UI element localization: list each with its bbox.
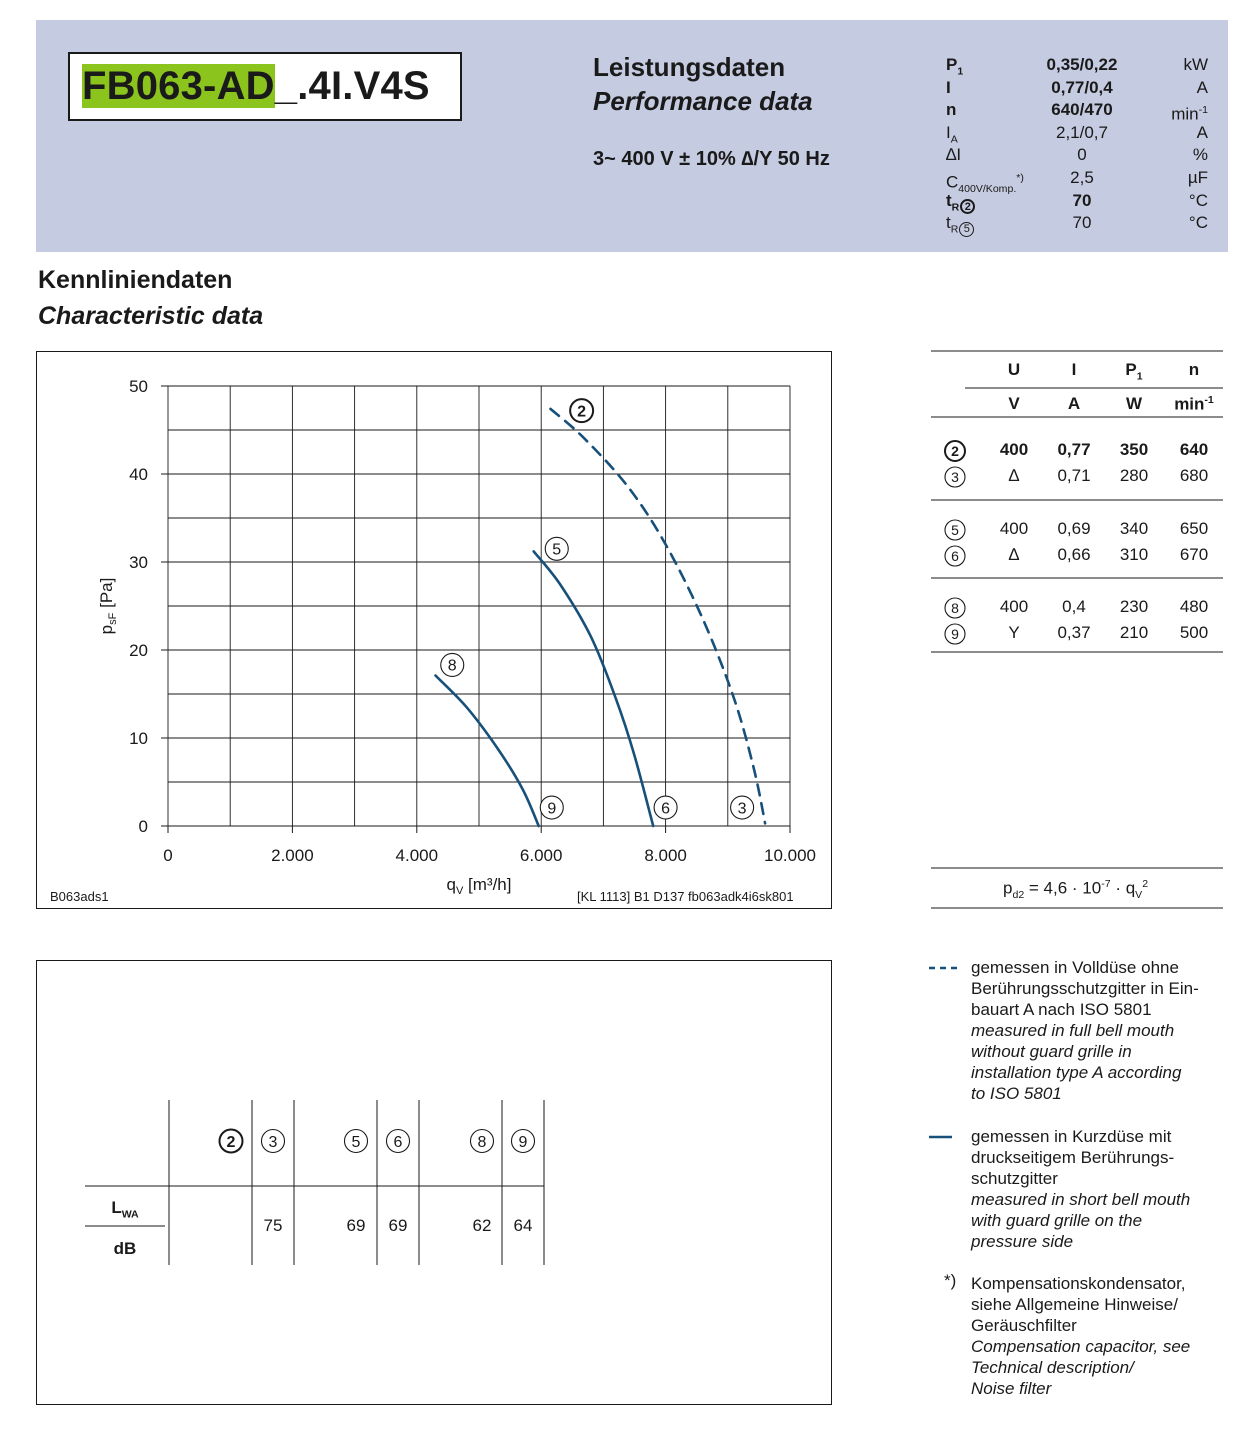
noise-row-label-main: L <box>111 1198 122 1217</box>
spec-value: 0,35/0,22 <box>1046 55 1118 74</box>
noise-value: 69 <box>388 1216 408 1235</box>
x-tick-label: 4.000 <box>395 846 439 865</box>
table-header-text: P <box>1125 360 1137 379</box>
spec-unit-main: °C <box>1188 190 1208 210</box>
table-point-9-text: 9 <box>951 626 959 643</box>
spec-symbol-sub: R <box>951 200 960 213</box>
spec-value: 2,5 <box>1070 168 1094 187</box>
noise-value: 69 <box>346 1216 366 1235</box>
x-tick-label: 2.000 <box>271 846 314 865</box>
table-cell: 280 <box>1119 466 1149 485</box>
noise-row-label-sub: WA <box>121 1208 139 1221</box>
spec-unit-main: % <box>1192 145 1208 165</box>
noise-value: 75 <box>263 1216 283 1235</box>
spec-symbol-main: I <box>946 77 951 97</box>
table-unit-text: V <box>1008 394 1020 413</box>
table-header-text: n <box>1188 360 1200 379</box>
noise-point-3-text: 3 <box>268 1133 278 1151</box>
section-title-en: Characteristic data <box>38 302 264 330</box>
section-title-de: Kennliniendaten <box>38 266 233 294</box>
spec-unit-main: µF <box>1187 168 1208 187</box>
legend-text-block <box>971 1126 1190 1252</box>
spec-unit-main: min <box>1171 104 1199 124</box>
legend-text-de: druckseitigem Berührungs- <box>971 1148 1175 1167</box>
spec-circle-marker: 2 <box>960 199 975 214</box>
y-tick-label: 50 <box>129 377 148 396</box>
x-axis-label-main: q <box>446 875 456 894</box>
formula-eq: = 4,6 · 10 <box>1024 878 1102 898</box>
table-cell: 350 <box>1119 440 1149 459</box>
model-prefix: FB063-AD <box>82 64 275 108</box>
spec-circle-marker: 5 <box>959 222 974 237</box>
legend-text-de: siehe Allgemeine Hinweise/ <box>971 1295 1178 1314</box>
spec-symbol-sub: R <box>950 223 959 236</box>
legend-note-marker: *) <box>944 1271 957 1290</box>
legend-text-en: Noise filter <box>971 1379 1052 1398</box>
table-header-text: I <box>1071 360 1077 379</box>
x-tick-label: 8.000 <box>644 846 687 865</box>
table-point-6-text: 6 <box>951 548 959 565</box>
table-header-text: U <box>1007 360 1021 379</box>
legend-text-block <box>971 957 1199 1104</box>
legend-text-en: measured in short bell mouth <box>971 1190 1191 1209</box>
perf-voltage: 3~ 400 V ± 10% ∆/Y 50 Hz <box>593 148 830 170</box>
spec-unit-main: °C <box>1188 213 1208 233</box>
table-cell: 340 <box>1119 519 1149 538</box>
spec-symbol-sub: A <box>950 133 958 146</box>
y-axis-label-unit: [Pa] <box>97 577 116 613</box>
table-cell: 0,77 <box>1057 440 1091 459</box>
y-tick-label: 30 <box>129 553 148 572</box>
noise-point-6-text: 6 <box>393 1133 403 1151</box>
legend-text-de: gemessen in Kurzdüse mit <box>971 1127 1172 1146</box>
spec-symbol-main: P <box>946 55 958 74</box>
x-axis-label-unit: [m³/h] <box>463 875 512 894</box>
legend-text-en: pressure side <box>971 1232 1074 1251</box>
table-header-sub: 1 <box>1136 370 1143 383</box>
spec-symbol-main: I <box>946 122 951 142</box>
table-cell: 400 <box>999 597 1029 616</box>
y-tick-label: 10 <box>129 729 148 748</box>
table-cell: 500 <box>1179 623 1209 642</box>
noise-point-8-text: 8 <box>477 1133 487 1151</box>
spec-value: 640/470 <box>1051 100 1113 120</box>
table-unit-text: A <box>1067 394 1081 413</box>
point-label-9-text: 9 <box>547 800 557 818</box>
perf-title-en: Performance data <box>593 86 813 116</box>
table-point-2-text: 2 <box>951 443 959 460</box>
legend-text-block <box>971 1273 1190 1399</box>
legend-text-de: Geräuschfilter <box>971 1316 1077 1335</box>
table-cell: Y <box>1008 623 1020 642</box>
x-axis-label-sub: V <box>455 885 464 897</box>
legend-text-en: measured in full bell mouth <box>971 1021 1175 1040</box>
noise-point-5-text: 5 <box>351 1133 361 1151</box>
formula-lhs-sub: d2 <box>1012 889 1025 902</box>
legend-text-de: bauart A nach ISO 5801 <box>971 1000 1152 1019</box>
table-cell: 230 <box>1119 597 1149 616</box>
table-point-3-text: 3 <box>951 469 959 486</box>
spec-unit-main: A <box>1196 122 1208 142</box>
formula-lhs: p <box>1003 878 1013 898</box>
table-cell: 0,37 <box>1057 623 1091 642</box>
y-axis-label-sub: sF <box>107 612 119 625</box>
spec-value: 70 <box>1072 213 1092 233</box>
table-cell: 210 <box>1119 623 1149 642</box>
spec-symbol-main: t <box>946 190 952 210</box>
legend-text-de: Kompensationskondensator, <box>971 1274 1186 1293</box>
spec-unit-sup: -1 <box>1198 104 1208 117</box>
table-cell: ∆ <box>1008 466 1020 485</box>
table-point-5-text: 5 <box>951 522 959 539</box>
noise-value: 62 <box>472 1216 492 1235</box>
legend-text-en: to ISO 5801 <box>971 1084 1062 1103</box>
spec-value: 0 <box>1077 145 1087 165</box>
table-unit-text: min <box>1174 394 1205 414</box>
legend-text-en: with guard grille on the <box>971 1211 1143 1230</box>
spec-value: 2,1/0,7 <box>1056 122 1108 142</box>
chart-code-left: B063ads1 <box>50 889 109 904</box>
spec-symbol-sub: 1 <box>957 65 964 78</box>
table-cell: 640 <box>1179 440 1209 459</box>
x-tick-label: 10.000 <box>764 846 816 865</box>
formula-q-sub: V <box>1135 889 1143 902</box>
noise-point-2-text: 2 <box>226 1133 236 1151</box>
spec-symbol-main: C <box>946 172 959 192</box>
x-tick-label: 6.000 <box>519 846 563 865</box>
legend-text-de: gemessen in Volldüse ohne <box>971 958 1179 977</box>
table-cell: 0,69 <box>1057 519 1091 538</box>
table-cell: 0,71 <box>1057 466 1091 485</box>
y-tick-label: 0 <box>138 817 148 836</box>
y-tick-label: 40 <box>129 465 148 484</box>
spec-unit-main: kW <box>1183 55 1208 74</box>
noise-row-unit: dB <box>113 1239 137 1258</box>
y-tick-label: 20 <box>129 641 148 660</box>
spec-symbol-sub: 400V/Komp. <box>958 183 1017 196</box>
table-cell: 650 <box>1179 519 1209 538</box>
point-label-2-text: 2 <box>577 403 587 421</box>
point-label-5-text: 5 <box>552 541 562 559</box>
formula-q-sup: 2 <box>1142 878 1149 890</box>
table-point-8-text: 8 <box>951 600 959 617</box>
table-cell: 310 <box>1119 545 1149 564</box>
table-cell: 480 <box>1179 597 1209 616</box>
formula-dot: · q <box>1110 878 1136 898</box>
table-cell: 0,66 <box>1057 545 1091 564</box>
chart-code-right: [KL 1113] B1 D137 fb063adk4i6sk801 <box>577 889 794 904</box>
table-unit-text: W <box>1125 394 1143 413</box>
noise-value: 64 <box>513 1216 533 1235</box>
spec-value: 70 <box>1072 190 1092 210</box>
spec-symbol-sup: *) <box>1016 172 1024 184</box>
y-axis-label-main: p <box>97 624 116 635</box>
point-label-8-text: 8 <box>447 657 457 675</box>
legend-text-en: without guard grille in <box>971 1042 1132 1061</box>
legend-text-en: Compensation capacitor, see <box>971 1337 1191 1356</box>
legend-text-en: Technical description/ <box>971 1358 1134 1377</box>
table-cell: 400 <box>999 519 1029 538</box>
formula-exp: -7 <box>1101 878 1111 890</box>
table-cell: 400 <box>999 440 1029 459</box>
table-cell: 670 <box>1179 545 1209 564</box>
table-unit-sup: -1 <box>1204 394 1214 406</box>
legend-text-de: schutzgitter <box>971 1169 1058 1188</box>
point-label-6-text: 6 <box>661 800 671 818</box>
spec-symbol-main: t <box>946 213 951 233</box>
point-label-3-text: 3 <box>737 800 747 818</box>
table-cell: 680 <box>1179 466 1209 485</box>
spec-value: 0,77/0,4 <box>1051 77 1113 97</box>
legend-text-en: installation type A according <box>971 1063 1182 1082</box>
table-cell: ∆ <box>1008 545 1020 564</box>
table-cell: 0,4 <box>1062 597 1086 616</box>
perf-title-de: Leistungsdaten <box>593 52 786 82</box>
spec-unit-main: A <box>1196 77 1208 97</box>
x-tick-label: 0 <box>163 846 173 865</box>
spec-symbol-main: n <box>946 100 957 120</box>
spec-symbol-main: ∆I <box>946 145 962 165</box>
noise-point-9-text: 9 <box>518 1133 528 1151</box>
model-suffix: _.4I.V4S <box>274 64 430 108</box>
legend-text-de: Berührungsschutzgitter in Ein- <box>971 979 1199 998</box>
